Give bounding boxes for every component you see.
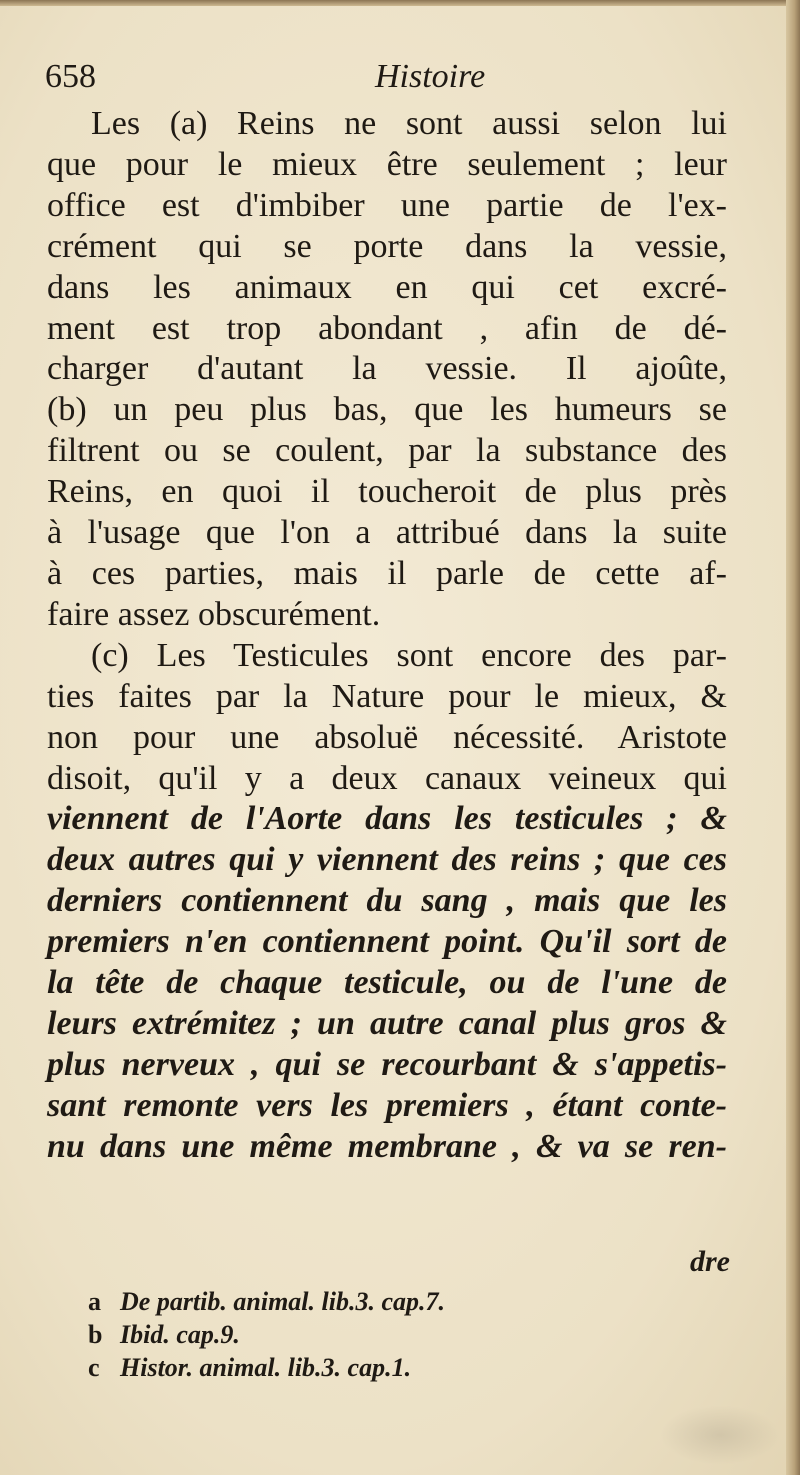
- text-line: (b) un peu plus bas, que les humeurs se: [47, 391, 727, 429]
- text-line: faire assez obscurément.: [47, 595, 381, 633]
- footnote-mark: a: [88, 1287, 101, 1316]
- footnote-text: Ibid. cap.9.: [120, 1320, 240, 1349]
- footnote: [88, 1285, 688, 1318]
- text-line: deux autres qui y viennent des reins ; que ces: [47, 841, 727, 879]
- text-line: dans les animaux en qui cet excré-: [47, 268, 727, 306]
- text-line: que pour le mieux être seulement ; leur: [47, 145, 727, 183]
- text-line: derniers contiennent du sang , mais que les: [47, 882, 727, 920]
- text-line: ties faites par la Nature pour le mieux, &: [47, 677, 727, 715]
- text-line: office est d'imbiber une partie de l'ex-: [47, 186, 727, 224]
- catchword: dre: [690, 1245, 730, 1278]
- body-text: [47, 104, 727, 1168]
- text-line: premiers n'en contiennent point. Qu'il sort de: [47, 923, 727, 961]
- footnotes: [88, 1285, 688, 1384]
- text-line: Reins, en quoi il toucheroit de plus près: [47, 473, 727, 511]
- footnote-text: De partib. animal. lib.3. cap.7.: [120, 1287, 445, 1316]
- text-line: plus nerveux , qui se recourbant & s'appetis-: [47, 1045, 727, 1083]
- page-right-edge: [786, 0, 800, 1475]
- text-line: à l'usage que l'on a attribué dans la suite: [47, 514, 727, 552]
- footnote: [88, 1351, 688, 1384]
- text-line: nu dans une même membrane , & va se ren-: [47, 1127, 727, 1165]
- page-header: [45, 52, 745, 102]
- footnote: [88, 1318, 688, 1351]
- text-line: viennent de l'Aorte dans les testicules ; &: [47, 800, 727, 838]
- running-title: Histoire: [375, 58, 486, 95]
- text-line: charger d'autant la vessie. Il ajoûte,: [47, 350, 727, 388]
- footnote-mark: c: [88, 1353, 100, 1382]
- text-line: Les (a) Reins ne sont aussi selon lui: [91, 105, 727, 142]
- text-line: sant remonte vers les premiers , étant conte-: [47, 1086, 727, 1124]
- text-line: la tête de chaque testicule, ou de l'une de: [47, 964, 727, 1002]
- text-line: non pour une absoluë nécessité. Aristote: [47, 718, 727, 756]
- text-line: crément qui se porte dans la vessie,: [47, 227, 727, 265]
- text-line: leurs extrémitez ; un autre canal plus gros &: [47, 1004, 727, 1042]
- footnote-text: Histor. animal. lib.3. cap.1.: [120, 1353, 412, 1382]
- page-top-edge: [0, 0, 800, 6]
- page-stain: [660, 1405, 780, 1465]
- footnote-mark: b: [88, 1320, 103, 1349]
- text-line: ment est trop abondant , afin de dé-: [47, 309, 727, 347]
- text-line: filtrent ou se coulent, par la substance des: [47, 432, 727, 470]
- page-number: 658: [45, 58, 96, 95]
- text-line: disoit, qu'il y a deux canaux veineux qui: [47, 759, 727, 797]
- text-line: à ces parties, mais il parle de cette af-: [47, 554, 727, 592]
- text-line: (c) Les Testicules sont encore des par-: [91, 636, 727, 674]
